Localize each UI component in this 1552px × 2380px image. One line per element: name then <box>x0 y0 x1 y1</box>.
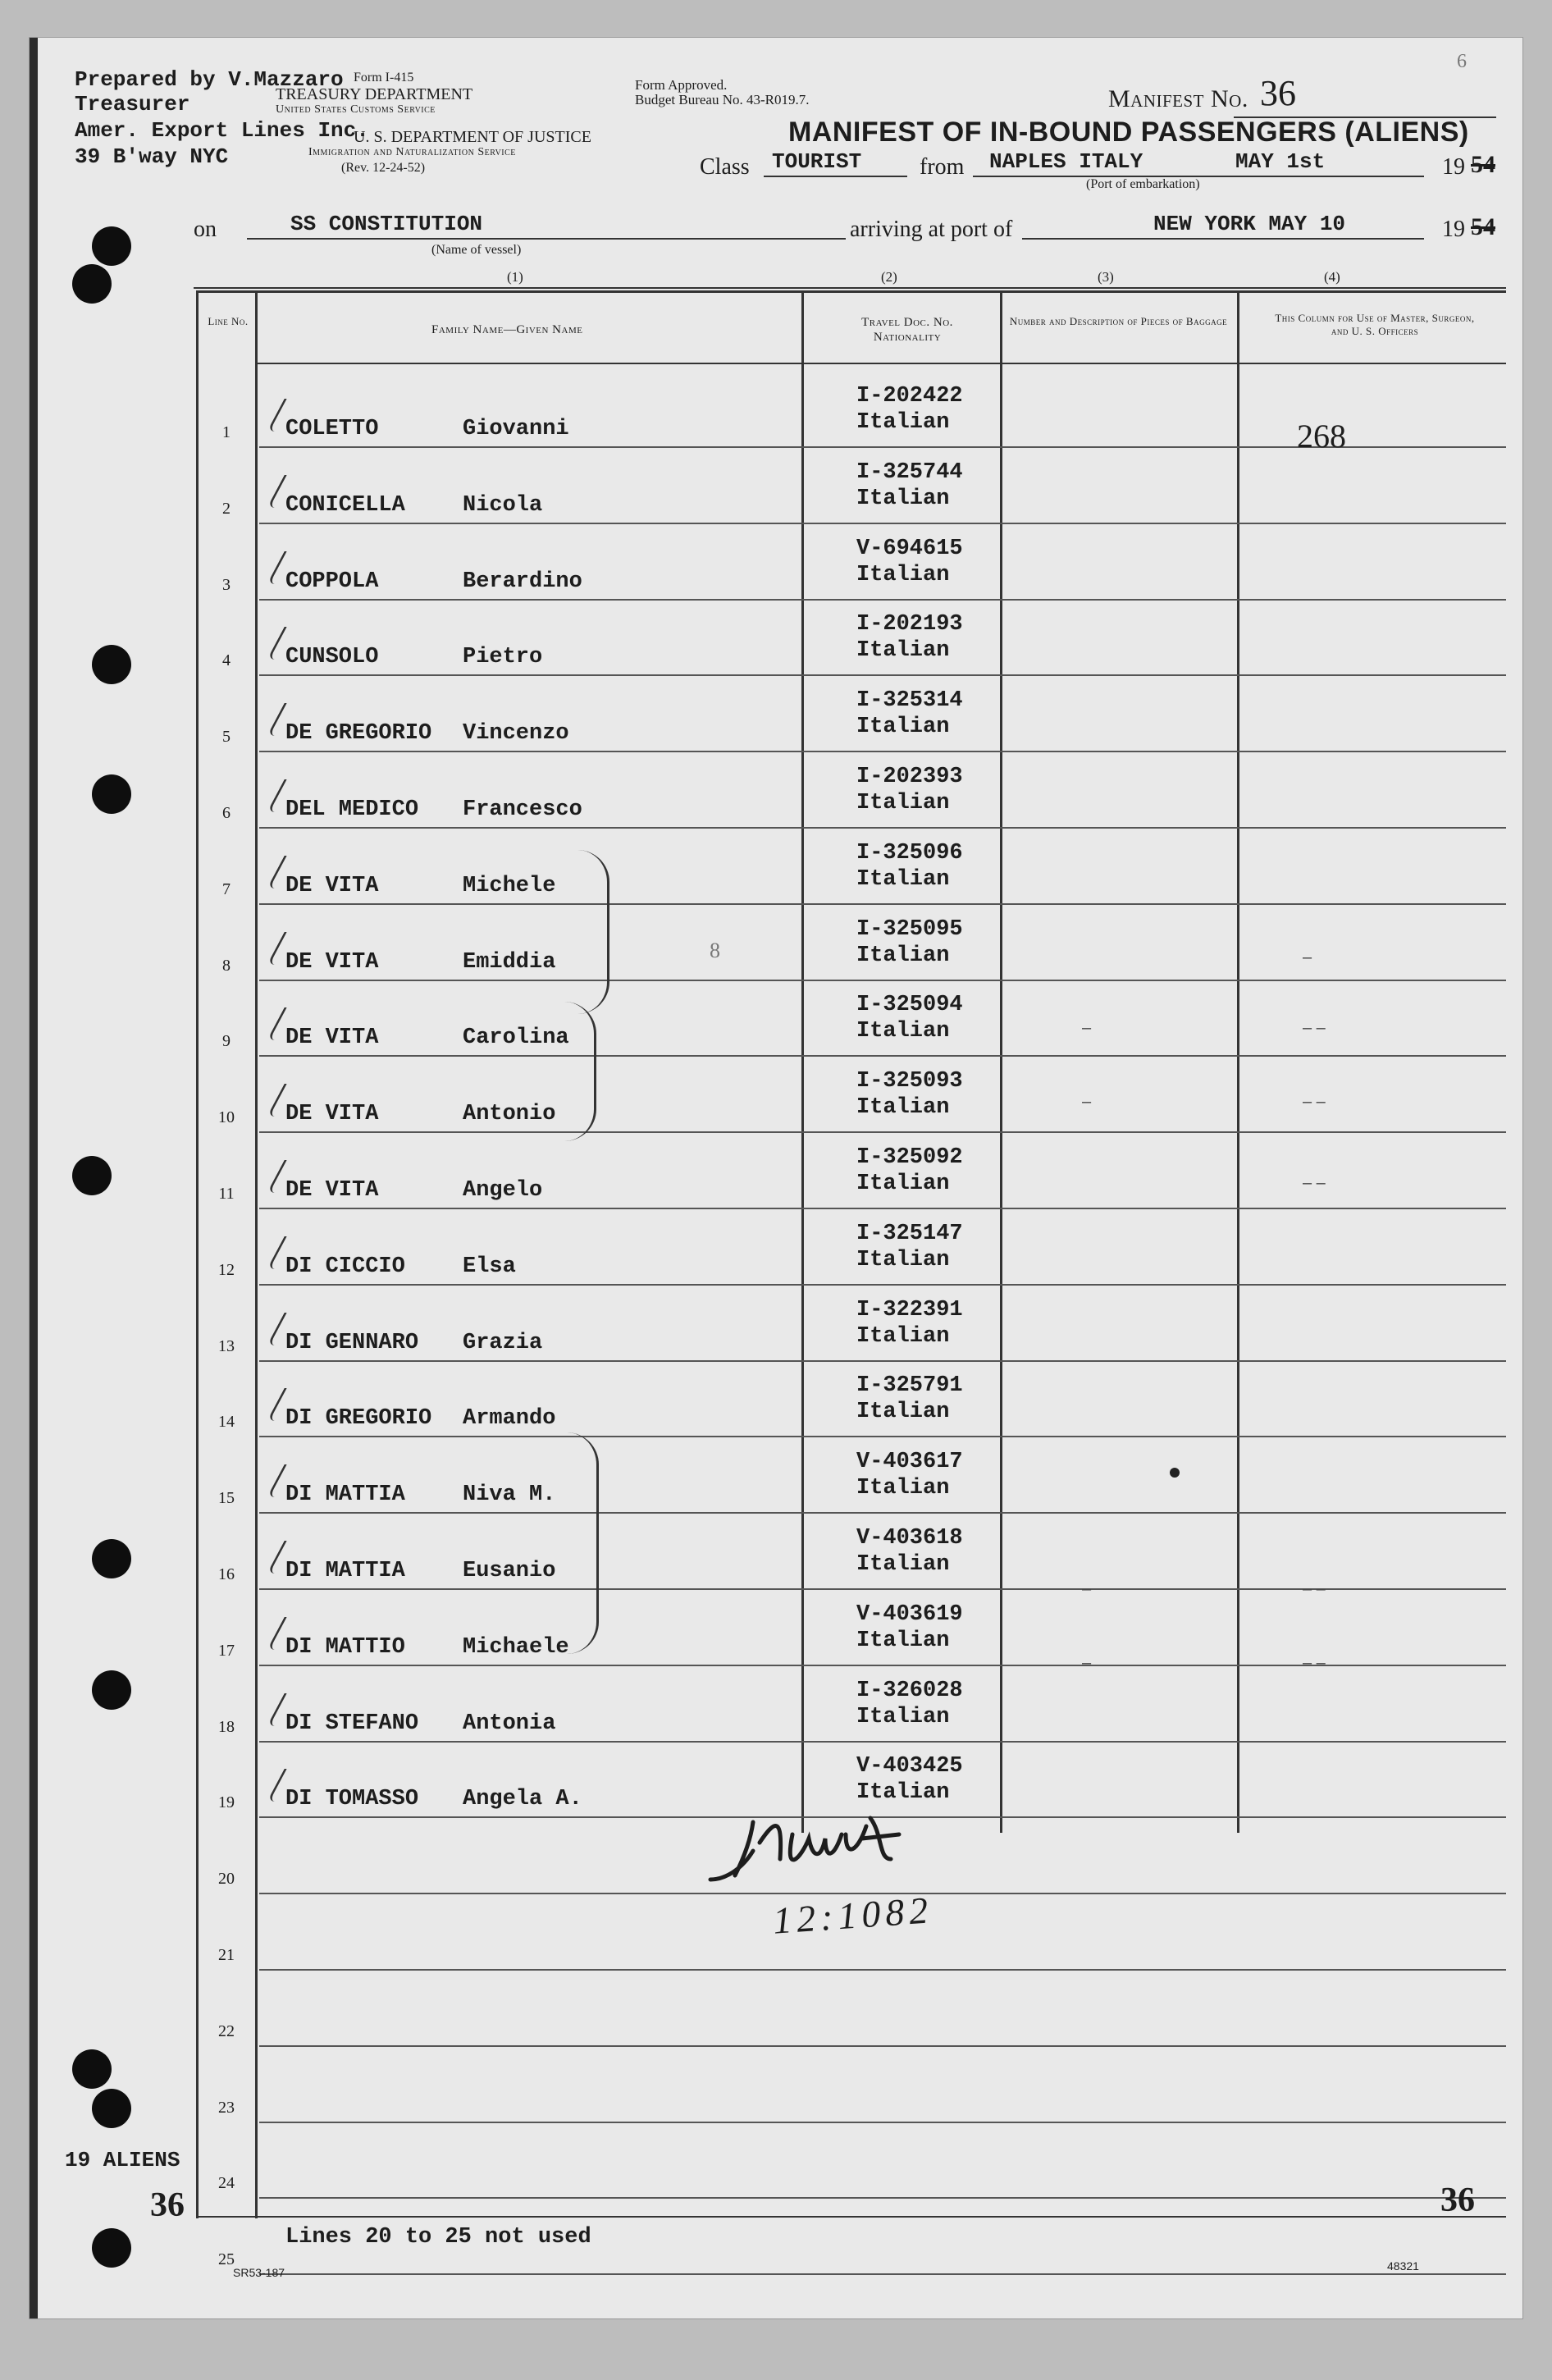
family-name: DE VITA <box>285 873 379 898</box>
line-number: 18 <box>218 1717 235 1736</box>
given-name: Michele <box>463 873 556 898</box>
header-baggage: Number and Description of Pieces of Baggage <box>1009 315 1228 327</box>
ins-service: Immigration and Naturalization Service <box>308 146 516 158</box>
row-rule <box>259 1512 1506 1514</box>
pencil-dash: – – <box>1303 1654 1326 1672</box>
departure-date: MAY 1st <box>1235 149 1326 174</box>
nationality: Italian <box>856 1019 950 1044</box>
travel-doc-no: I-325095 <box>856 916 963 942</box>
row-rule <box>259 1055 1506 1057</box>
line-number: 12 <box>218 1260 235 1279</box>
line-no-divider <box>255 290 258 2218</box>
manifest-no-label: Manifest No. <box>1108 85 1248 112</box>
nationality: Italian <box>856 943 950 968</box>
nationality: Italian <box>856 1476 950 1501</box>
given-name: Pietro <box>463 645 543 670</box>
address-stamp: 39 B'way NYC <box>75 144 229 169</box>
form-code-left: SR53-187 <box>233 2266 285 2279</box>
family-name: DI MATTIO <box>285 1634 405 1660</box>
form-revision: (Rev. 12-24-52) <box>341 161 426 175</box>
arriving-underline <box>1022 238 1424 240</box>
travel-doc-no: I-325147 <box>856 1221 963 1246</box>
arrival-year-value: 54 <box>1471 213 1495 240</box>
given-name: Elsa <box>463 1254 516 1279</box>
travel-doc-no: I-326028 <box>856 1678 963 1703</box>
given-name: Grazia <box>463 1330 543 1355</box>
class-value: TOURIST <box>772 149 862 174</box>
travel-doc-no: I-325744 <box>856 459 963 485</box>
travel-doc-no: I-202422 <box>856 384 963 409</box>
col-num-4: (4) <box>1324 269 1340 285</box>
table-left-border <box>196 290 199 2218</box>
given-name: Antonia <box>463 1711 556 1736</box>
given-name: Antonio <box>463 1102 556 1127</box>
col-num-1: (1) <box>507 269 523 285</box>
year-prefix: 19 <box>1442 154 1465 180</box>
row-rule <box>259 523 1506 524</box>
row-rule <box>259 1360 1506 1362</box>
line-number: 17 <box>218 1641 235 1660</box>
row-rule <box>259 980 1506 981</box>
manifest-title: MANIFEST OF IN-BOUND PASSENGERS (ALIENS) <box>788 116 1469 148</box>
travel-doc-no: I-202193 <box>856 612 963 637</box>
nationality: Italian <box>856 715 950 740</box>
header-rule <box>255 363 1506 364</box>
row-rule <box>259 674 1506 676</box>
form-number: Form I-415 <box>354 71 414 85</box>
line-number: 16 <box>218 1565 235 1583</box>
line-number: 23 <box>218 2098 235 2117</box>
line-number: 20 <box>218 1870 235 1889</box>
treasury-dept: TREASURY DEPARTMENT <box>276 85 473 103</box>
travel-doc-no: V-403425 <box>856 1754 963 1779</box>
pencil-dash: – <box>1082 1580 1092 1598</box>
row-rule <box>259 827 1506 829</box>
nationality: Italian <box>856 1704 950 1729</box>
arriving-value: NEW YORK MAY 10 <box>1153 212 1346 236</box>
header-officers: This Column for Use of Master, Surgeon, and U. S. Officers <box>1275 312 1475 337</box>
officer-number: 268 <box>1297 418 1346 455</box>
line-number: 1 <box>222 423 231 441</box>
travel-doc-no: I-325093 <box>856 1069 963 1094</box>
inspector-signature <box>702 1802 1014 1900</box>
line-number: 19 <box>218 1793 235 1812</box>
arrival-year-prefix: 19 <box>1442 217 1465 242</box>
travel-doc-no: V-403617 <box>856 1450 963 1475</box>
handwritten-number: 12:1082 <box>771 1889 934 1942</box>
nationality: Italian <box>856 866 950 892</box>
travel-doc-no: I-202393 <box>856 765 963 789</box>
corner-mark: 6 <box>1457 51 1467 72</box>
given-name: Francesco <box>463 797 582 822</box>
travel-doc-no: I-325096 <box>856 840 963 866</box>
punch-hole <box>92 774 131 814</box>
budget-bureau: Budget Bureau No. 43-R019.7. <box>635 92 810 107</box>
family-name: DE VITA <box>285 1102 379 1127</box>
punch-hole <box>92 2089 131 2128</box>
family-name: DI CICCIO <box>285 1254 405 1279</box>
family-name: CUNSOLO <box>285 645 379 670</box>
row-rule <box>259 2197 1506 2199</box>
arriving-label: arriving at port of <box>850 217 1013 242</box>
punch-hole <box>72 1156 112 1195</box>
punch-hole <box>92 645 131 684</box>
family-name: DE GREGORIO <box>285 721 432 747</box>
from-value: NAPLES ITALY <box>989 149 1143 174</box>
line-number: 6 <box>222 804 231 822</box>
punch-hole <box>92 226 131 266</box>
travel-doc-no: I-325314 <box>856 688 963 714</box>
header-names: Family Name—Given Name <box>431 323 583 336</box>
manifest-no-value: 36 <box>1260 73 1296 113</box>
nationality: Italian <box>856 1780 950 1806</box>
given-name: Giovanni <box>463 417 569 441</box>
row-rule <box>259 2045 1506 2047</box>
header-line-no: Line No. <box>208 315 249 327</box>
line-number: 13 <box>218 1336 235 1355</box>
row-rule <box>259 2273 1506 2275</box>
given-name: Carolina <box>463 1026 569 1051</box>
header-travel-doc: Travel Doc. No. Nationality <box>861 316 953 344</box>
nationality: Italian <box>856 1628 950 1653</box>
table-bottom-border <box>196 2216 1506 2218</box>
line-number: 10 <box>218 1108 235 1127</box>
pencil-dash: – – <box>1303 1019 1326 1037</box>
family-name: DI TOMASSO <box>285 1787 419 1812</box>
row-rule <box>259 1208 1506 1209</box>
line-number: 9 <box>222 1032 231 1051</box>
pencil-dash: – – <box>1303 1093 1326 1111</box>
row-rule <box>259 1131 1506 1133</box>
nationality: Italian <box>856 1247 950 1272</box>
row-rule <box>259 1284 1506 1286</box>
pencil-dash: – <box>1082 1019 1092 1037</box>
family-name: CONICELLA <box>285 492 405 518</box>
given-name: Eusanio <box>463 1559 556 1583</box>
aliens-count: 19 ALIENS <box>65 2148 180 2172</box>
family-brace <box>564 1002 596 1141</box>
nationality: Italian <box>856 562 950 587</box>
punch-hole <box>92 2228 131 2268</box>
line-number: 22 <box>218 2021 235 2040</box>
port-caption: (Port of embarkation) <box>1086 177 1200 191</box>
given-name: Emiddia <box>463 949 556 975</box>
family-name: COPPOLA <box>285 569 379 594</box>
pencil-dash: – <box>1082 1654 1092 1672</box>
given-name: Nicola <box>463 492 543 518</box>
top-rule <box>194 287 1506 289</box>
manifest-page <box>30 38 1522 2318</box>
given-name: Michaele <box>463 1634 569 1660</box>
lines-not-used-note: Lines 20 to 25 not used <box>285 2225 591 2250</box>
family-name: COLETTO <box>285 417 379 441</box>
travel-doc-no: I-322391 <box>856 1297 963 1322</box>
line-number: 7 <box>222 879 231 898</box>
nationality: Italian <box>856 486 950 511</box>
nationality: Italian <box>856 638 950 664</box>
treasurer-stamp: Treasurer <box>75 92 190 116</box>
line-number: 15 <box>218 1489 235 1508</box>
family-name: DE VITA <box>285 1178 379 1203</box>
line-number: 24 <box>218 2174 235 2193</box>
family-name: DE VITA <box>285 1026 379 1051</box>
punch-hole <box>72 264 112 304</box>
row-rule <box>259 1969 1506 1971</box>
justice-dept: U. S. DEPARTMENT OF JUSTICE <box>354 128 591 146</box>
row-rule <box>259 1741 1506 1743</box>
page-number-left: 36 <box>150 2186 185 2224</box>
page-edge <box>30 38 1522 2318</box>
line-number: 3 <box>222 575 231 594</box>
form-approved: Form Approved. <box>635 77 728 93</box>
row-rule <box>259 1436 1506 1437</box>
col-num-2: (2) <box>881 269 897 285</box>
row-rule <box>259 2122 1506 2123</box>
given-name: Niva M. <box>463 1482 556 1508</box>
given-name: Vincenzo <box>463 721 569 747</box>
table-top-border <box>196 290 1506 293</box>
agent-stamp: Amer. Export Lines Inc. <box>75 118 369 143</box>
pencil-dash: – – <box>1303 1174 1326 1192</box>
family-name: DEL MEDICO <box>285 797 419 822</box>
col-num-3: (3) <box>1098 269 1114 285</box>
travel-doc-no: I-325791 <box>856 1373 963 1399</box>
nationality: Italian <box>856 1400 950 1425</box>
family-name: DI MATTIA <box>285 1559 405 1583</box>
pencil-dash: – <box>1082 1093 1092 1111</box>
travel-doc-no: I-325094 <box>856 993 963 1018</box>
pencil-dash: – <box>1303 948 1312 966</box>
punch-hole <box>72 2049 112 2089</box>
row-rule <box>259 599 1506 601</box>
row-rule <box>259 903 1506 905</box>
family-brace <box>577 850 609 1014</box>
given-name: Angelo <box>463 1178 543 1203</box>
nationality: Italian <box>856 1323 950 1349</box>
line-number: 14 <box>218 1413 235 1432</box>
line-number: 2 <box>222 499 231 518</box>
vessel-name: SS CONSTITUTION <box>290 212 483 236</box>
travel-doc-no: V-694615 <box>856 536 963 561</box>
year-value: 54 <box>1471 151 1495 178</box>
page-number-right: 36 <box>1440 2181 1475 2219</box>
travel-doc-no: V-403618 <box>856 1526 963 1551</box>
travel-doc-no: I-325092 <box>856 1145 963 1170</box>
row-rule <box>259 751 1506 752</box>
pencil-dash: – – <box>1303 1580 1326 1598</box>
line-number: 8 <box>222 956 231 975</box>
family-brace <box>567 1432 599 1654</box>
punch-hole <box>92 1539 131 1578</box>
given-name: Berardino <box>463 569 582 594</box>
given-name: Armando <box>463 1406 556 1432</box>
family-name: DE VITA <box>285 949 379 975</box>
travel-doc-no: V-403619 <box>856 1601 963 1627</box>
family-name: DI GREGORIO <box>285 1406 432 1432</box>
customs-service: United States Customs Service <box>276 103 436 116</box>
line-number: 11 <box>218 1185 235 1203</box>
family-name: DI STEFANO <box>285 1711 419 1736</box>
nationality: Italian <box>856 1095 950 1121</box>
nationality: Italian <box>856 1552 950 1577</box>
vessel-underline <box>247 238 846 240</box>
line-number: 5 <box>222 728 231 747</box>
nationality: Italian <box>856 410 950 435</box>
nationality: Italian <box>856 1172 950 1196</box>
family-name: DI MATTIA <box>285 1482 405 1508</box>
given-name: Angela A. <box>463 1787 582 1812</box>
vessel-caption: (Name of vessel) <box>431 243 522 257</box>
class-label: Class <box>700 154 750 180</box>
line-number: 21 <box>218 1946 235 1964</box>
on-label: on <box>194 217 217 242</box>
prepared-by-stamp: Prepared by V.Mazzaro <box>75 67 344 92</box>
ink-dot <box>1170 1468 1180 1478</box>
nationality: Italian <box>856 791 950 815</box>
from-label: from <box>920 154 965 180</box>
class-underline <box>764 176 907 177</box>
line-number: 25 <box>218 2250 235 2269</box>
family-name: DI GENNARO <box>285 1330 419 1355</box>
form-code-right: 48321 <box>1387 2259 1419 2273</box>
punch-hole <box>92 1670 131 1710</box>
line-number: 4 <box>222 651 231 670</box>
pencil-mark-8: 8 <box>710 939 720 962</box>
